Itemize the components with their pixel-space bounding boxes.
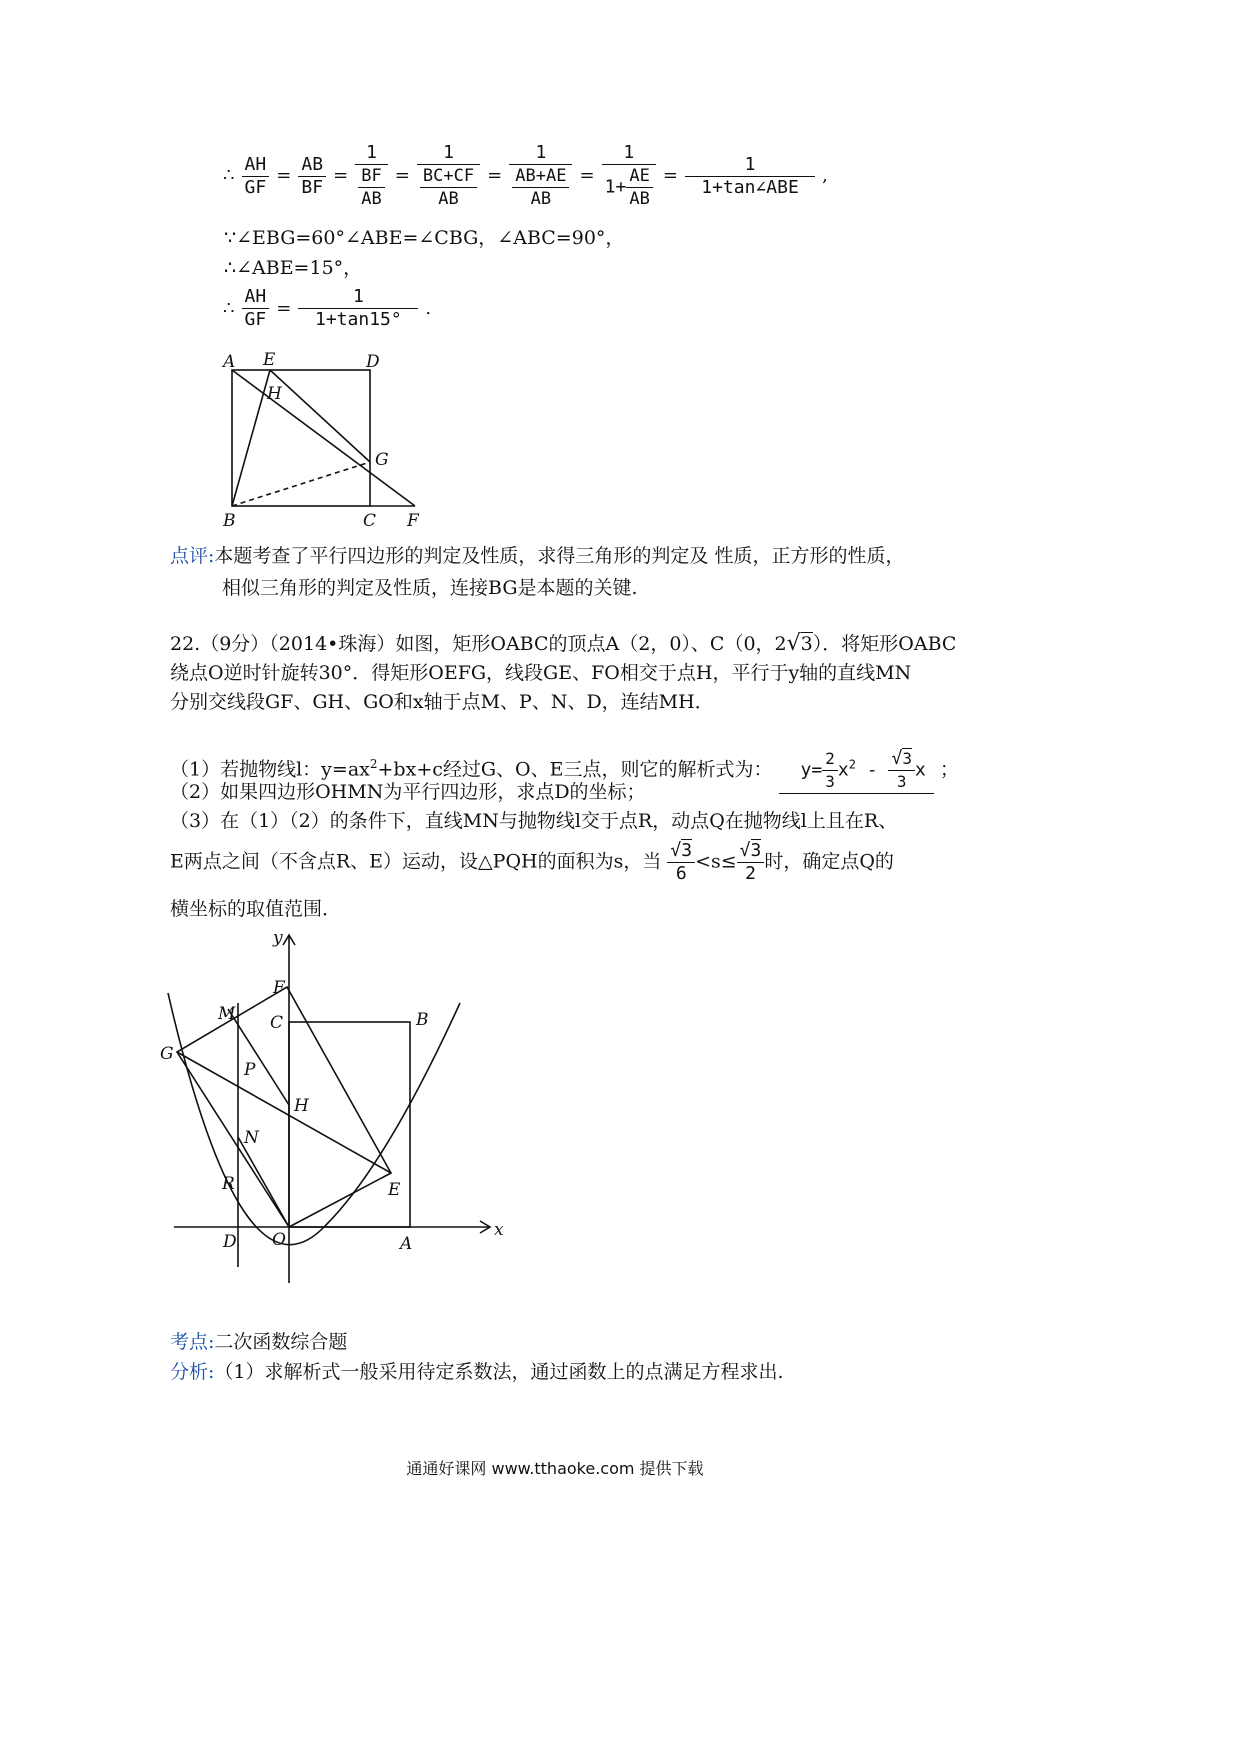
final-ratio-equation: ∴ $\frac{AH}{GF}$ = $\frac{1}{1+\tan 15^\circ}$ . [223,286,432,330]
label-d: D [366,352,380,372]
question-3-line3: 横坐标的取值范围． [170,898,342,920]
question-2: （2）如果四边形OHMN为平行四边形，求点D的坐标； [170,781,646,803]
angle-condition: ∵∠EBG=60°∠ABE=∠CBG，∠ABC=90°， [224,227,625,249]
label-f: F [407,511,419,531]
label-h2: H [294,1096,309,1116]
q1-answer: y= $\frac{2}{3}$ $x^2$ - $\frac{√3}{3}$ x [779,748,934,794]
angle-abe-result: ∴∠ABE=15°， [224,257,363,279]
fraction-1-over-tan-abe: $\frac{1}{\text{1+tan∠ABE}}$ [685,154,815,199]
label-a2: A [400,1234,413,1254]
fraction-ab-bf: $\frac{AB}{BF}$ [298,154,326,199]
label-g: G [375,450,389,470]
problem-line1: 22.（9分）（2014•珠海）如图，矩形OABC的顶点A（2，0）、C（0，2√3）．将矩形OABC [170,631,957,656]
line-eg [270,370,370,462]
problem-line3: 分别交线段GF、GH、GO和x轴于点M、P、N、D，连结MH． [170,691,714,713]
label-b: B [223,511,236,531]
label-a: A [223,352,236,372]
label-g2: G [160,1044,174,1064]
question-3-line1: （3）在（1）（2）的条件下，直线MN与抛物线l交于点R，动点Q在抛物线l上且在R、 [170,810,898,832]
question-1: （1）若抛物线l：$y=ax^2+bx+c$经过G、O、E三点，则它的解析式为： y= $\frac{2}{3}$ $x^2$ - $\frac{√3}{3}$ x ； [170,748,959,794]
label-m: M [218,1004,236,1024]
fraction-1-over-abae-ab: $\frac{1}{\frac{AB+AE}{AB}}$ [509,142,572,210]
label-c2: C [270,1013,284,1033]
label-e2: E [388,1180,401,1200]
label-f2: F [273,978,285,998]
question-3-line2: E两点之间（不含点R、E）运动，设△PQH的面积为s，当 $\frac{√3}{6}$ <s≤ $\frac{√3}{2}$ 时，确定点Q的 [170,840,894,884]
fraction-sqrt3-over-2: $\frac{√3}{2}$ [737,840,765,885]
coordinate-figure [160,925,520,1290]
label-n: N [244,1128,259,1148]
fraction-1-over-1-ae-ab: 1 1+ $\frac{AE}{AB}$ [602,142,656,210]
page-footer: 通通好课网 www.tthaoke.com 提供下载 [406,1459,704,1478]
label-x: x [494,1220,504,1240]
kaodian-line: 考点:二次函数综合题 [170,1331,348,1353]
label-d2: D [223,1232,237,1252]
label-c: C [363,511,377,531]
label-y: y [273,928,283,948]
kaodian-label: 考点: [170,1331,215,1353]
fraction-ah-gf-final: $\frac{AH}{GF}$ [242,286,270,331]
line-af [232,370,415,506]
fraction-1-over-bccf-ab: $\frac{1}{\frac{BC+CF}{AB}}$ [417,142,480,210]
label-b2: B [416,1010,429,1030]
rectangle-oefg [177,987,391,1227]
problem-line2: 绕点O逆时针旋转30°．得矩形OEFG，线段GE、FO相交于点H，平行于y轴的直线MN [170,662,912,684]
label-e: E [263,350,276,370]
label-o: O [272,1230,286,1250]
fenxi-line: 分析:（1）求解析式一般采用待定系数法，通过函数上的点满足方程求出. [170,1361,784,1383]
fenxi-label: 分析: [170,1361,215,1383]
line-bg-dashed [232,462,370,506]
fraction-1-over-tan15: $\frac{1}{1+\tan 15^\circ}$ [298,286,418,331]
square-figure [215,345,435,535]
line-be [232,370,270,506]
label-p: P [244,1060,256,1080]
fraction-sqrt3-over-6: $\frac{√3}{6}$ [667,840,695,885]
comment-line2: 相似三角形的判定及性质，连接BG是本题的关键. [222,577,638,599]
line-ge [177,1052,391,1173]
fraction-1-over-bf-ab: $\frac{1}{\frac{BF}{AB}}$ [355,142,387,210]
therefore-symbol: ∴ [223,165,235,186]
square-abcd [232,370,370,506]
fraction-ah-gf: $\frac{AH}{GF}$ [242,154,270,199]
ratio-equation: ∴ $\frac{AH}{GF}$ = $\frac{AB}{BF}$ = $\frac{1}{\frac{BF}{AB}}$ = $\frac{1}{\frac{BC+CF}{AB}}$ = $\frac{1}{\frac{AB+AE}{AB}}$ = 1 1+ $\frac{AE}{AB}$ = $\frac{1}{\text{1+tan∠ABE}}$ , [223,142,828,209]
comment-label: 点评: [170,545,215,567]
comment-line1: 点评:本题考查了平行四边形的判定及性质，求得三角形的判定及 性质，正方形的性质， [170,545,905,567]
label-h: H [267,384,282,404]
label-r: R [222,1174,235,1194]
